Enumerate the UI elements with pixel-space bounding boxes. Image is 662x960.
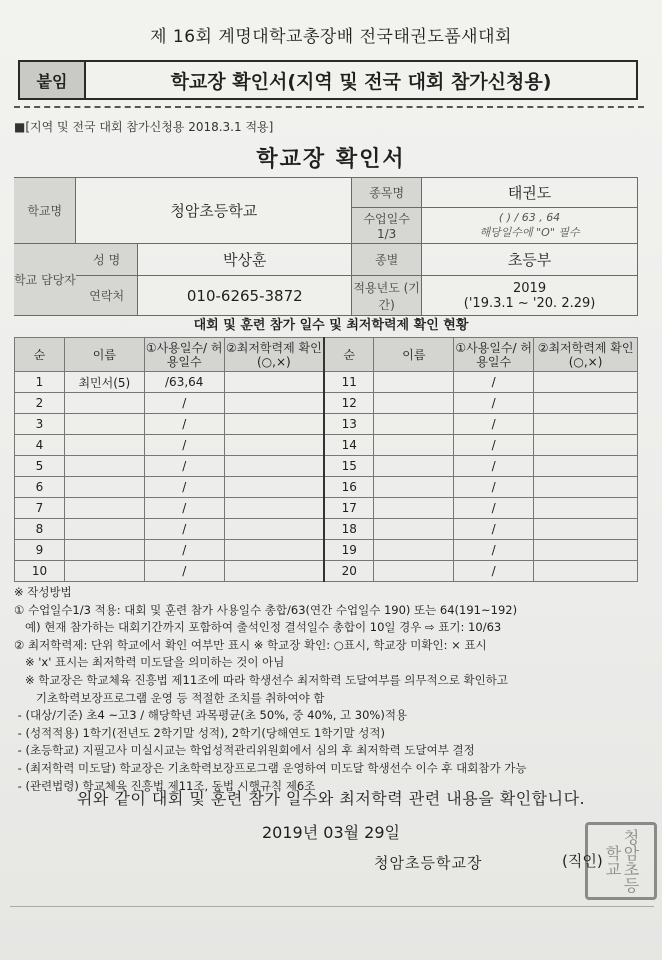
cell-no: 4: [15, 435, 65, 456]
days-hint: 해당일수에 "O" 필수: [479, 226, 580, 239]
instruction-line: 예) 현재 참가하는 대회기간까지 포함하여 출석인정 결석일수 총합이 10일 경우 ⇨ 표기: 10/63: [14, 620, 502, 635]
cell-check: [534, 561, 638, 582]
cell-days: /: [454, 372, 534, 393]
cell-days: /: [454, 498, 534, 519]
cell-days: /: [144, 519, 224, 540]
cell-check: [534, 498, 638, 519]
confirmation-text: 위와 같이 대회 및 훈련 참가 일수와 최저학력 관련 내용을 확인합니다.: [76, 789, 586, 808]
col-header-days: ①사용일수/ 허용일수: [144, 338, 224, 372]
days-label: 수업일수 1/3: [352, 208, 422, 244]
dashed-divider: [14, 106, 644, 108]
cell-name: [64, 561, 144, 582]
table-row: [15, 393, 638, 414]
cell-check: [224, 372, 324, 393]
cell-no: 16: [324, 477, 374, 498]
cell-check: [224, 519, 324, 540]
bottom-divider: [10, 906, 654, 907]
cell-name: [374, 498, 454, 519]
cell-no: 6: [15, 477, 65, 498]
year-value: 2019: [513, 280, 547, 296]
instruction-line: ※ 작성방법: [14, 585, 72, 599]
cell-days: /63,64: [144, 372, 224, 393]
cell-name: [64, 540, 144, 561]
cell-name: [64, 435, 144, 456]
cell-days: /: [454, 540, 534, 561]
cell-check: [224, 561, 324, 582]
info-table: [14, 177, 638, 316]
instruction-line: ※ 학교장은 학교체육 진흥법 제11조에 따라 학생선수 최저학력 도달여부를 의무적으로 확인하고: [14, 672, 508, 687]
cell-check: [224, 498, 324, 519]
cell-days: /: [144, 477, 224, 498]
instructions: [14, 584, 646, 795]
cell-days: /: [144, 498, 224, 519]
table-row: [15, 519, 638, 540]
cell-no: 9: [15, 540, 65, 561]
table-row: [15, 477, 638, 498]
cell-check: [534, 519, 638, 540]
cell-name: [64, 414, 144, 435]
instruction-line: - (대상/기준) 초4 ~고3 / 해당학년 과목평균(초 50%, 중 40%, 고 30%)적용: [14, 708, 408, 723]
header-title: 학교장 확인서(지역 및 전국 대회 참가신청용): [170, 70, 552, 93]
section-title: 대회 및 훈련 참가 일수 및 최저학력제 확인 현황: [193, 318, 469, 333]
cell-days: /: [144, 561, 224, 582]
cell-check: [224, 414, 324, 435]
cell-name: [374, 561, 454, 582]
cell-name: [374, 477, 454, 498]
cell-check: [534, 372, 638, 393]
cell-days: /: [454, 456, 534, 477]
cell-check: [224, 540, 324, 561]
cell-days: /: [454, 414, 534, 435]
col-header-no: 순: [324, 338, 374, 372]
cell-days: /: [454, 435, 534, 456]
cell-name: [374, 540, 454, 561]
contact-label: 연락처: [76, 276, 138, 316]
seal-label: (직인): [562, 852, 603, 870]
table-row: [15, 498, 638, 519]
cell-no: 13: [324, 414, 374, 435]
col-header-days: ①사용일수/ 허용일수: [454, 338, 534, 372]
col-header-no: 순: [15, 338, 65, 372]
cell-days: /: [454, 561, 534, 582]
cell-no: 11: [324, 372, 374, 393]
cell-no: 14: [324, 435, 374, 456]
cell-no: 10: [15, 561, 65, 582]
table-row: [15, 372, 638, 393]
participants-table: [14, 337, 638, 582]
applied-note: ■[지역 및 전국 대회 참가신청용 2018.3.1 적용]: [14, 120, 274, 134]
contact-value: 010-6265-3872: [138, 276, 352, 316]
cell-no: 1: [15, 372, 65, 393]
table-row: [15, 561, 638, 582]
cell-no: 15: [324, 456, 374, 477]
cell-name: [64, 498, 144, 519]
cell-check: [224, 435, 324, 456]
instruction-line: 기초학력보장프로그램 운영 등 적절한 조치를 취하여야 함: [14, 690, 325, 705]
cell-no: 5: [15, 456, 65, 477]
col-header-name: 이름: [64, 338, 144, 372]
cell-days: /: [454, 477, 534, 498]
cell-name: [374, 435, 454, 456]
days-value: ( ) / 63 , 64: [498, 211, 561, 224]
col-header-name: 이름: [374, 338, 454, 372]
cell-name: [374, 456, 454, 477]
cell-no: 19: [324, 540, 374, 561]
event-value: 태권도: [422, 178, 638, 208]
cell-check: [534, 393, 638, 414]
cell-name: [64, 519, 144, 540]
cell-check: [534, 414, 638, 435]
cell-name: 최민서(5): [64, 372, 144, 393]
days-cell: [422, 208, 638, 244]
cell-no: 8: [15, 519, 65, 540]
official-stamp: 청암초등학교: [585, 822, 657, 900]
cell-days: /: [454, 393, 534, 414]
cell-check: [534, 540, 638, 561]
col-header-check: ②최저학력제 확인(○,×): [534, 338, 638, 372]
cell-no: 3: [15, 414, 65, 435]
attachment-label: 붙임: [20, 62, 86, 98]
table-row: [15, 456, 638, 477]
instruction-line: ② 최저학력제: 단위 학교에서 확인 여부만 표시 ※ 학교장 확인: ○표시, 학교장 미확인: × 표시: [14, 637, 487, 652]
category-value: 초등부: [422, 244, 638, 276]
participants-body: [15, 372, 638, 582]
col-header-check: ②최저학력제 확인(○,×): [224, 338, 324, 372]
principal-name: 청암초등학교장: [374, 854, 483, 872]
cell-name: [374, 519, 454, 540]
year-label: 적용년도 (기간): [352, 276, 422, 316]
instruction-line: - (초등학교) 지필고사 미실시교는 학업성적관리위원회에서 심의 후 최저학력 도달여부 결정: [14, 743, 475, 758]
cell-no: 18: [324, 519, 374, 540]
cell-days: /: [144, 540, 224, 561]
header-bar: [18, 60, 638, 100]
instruction-line: ※ 'x' 표시는 최저학력 미도달을 의미하는 것이 아님: [14, 655, 285, 670]
cell-name: [374, 414, 454, 435]
cell-check: [224, 393, 324, 414]
document-date: 2019년 03월 29일: [262, 823, 400, 842]
cell-no: 7: [15, 498, 65, 519]
cell-days: /: [144, 456, 224, 477]
staff-label: 학교 담당자: [14, 244, 76, 316]
cell-no: 17: [324, 498, 374, 519]
category-label: 종별: [352, 244, 422, 276]
instruction-line: - (성적적용) 1학기(전년도 2학기말 성적), 2학기(당해연도 1학기말 성적): [14, 725, 385, 740]
instruction-line: - (관련법령) 학교체육 진흥법 제11조, 동법 시행규칙 제6조: [14, 778, 316, 793]
table-row: [15, 540, 638, 561]
table-row: [15, 414, 638, 435]
cell-no: 20: [324, 561, 374, 582]
cell-days: /: [454, 519, 534, 540]
name-value: 박상훈: [138, 244, 352, 276]
cell-no: 12: [324, 393, 374, 414]
cell-check: [224, 477, 324, 498]
cell-name: [64, 393, 144, 414]
document-title: 학교장 확인서: [256, 147, 406, 172]
cell-days: /: [144, 393, 224, 414]
cell-no: 2: [15, 393, 65, 414]
cell-check: [534, 435, 638, 456]
year-cell: [422, 276, 638, 316]
cell-days: /: [144, 435, 224, 456]
cell-name: [374, 393, 454, 414]
cell-check: [534, 477, 638, 498]
instruction-line: - (최저학력 미도달) 학교장은 기초학력보장프로그램 운영하여 미도달 학생선수 이수 후 대회참가 가능: [14, 760, 527, 775]
cell-days: /: [144, 414, 224, 435]
event-title: 제 16회 계명대학교총장배 전국태권도품새대회: [150, 27, 512, 47]
period-value: ('19.3.1 ~ '20. 2.29): [463, 295, 596, 311]
cell-name: [64, 456, 144, 477]
cell-name: [374, 372, 454, 393]
cell-name: [64, 477, 144, 498]
event-label: 종목명: [352, 178, 422, 208]
name-label: 성 명: [76, 244, 138, 276]
school-label: 학교명: [14, 178, 76, 244]
table-row: [15, 435, 638, 456]
cell-check: [534, 456, 638, 477]
cell-check: [224, 456, 324, 477]
school-name: 청암초등학교: [76, 178, 352, 244]
instruction-line: ① 수업일수1/3 적용: 대회 및 훈련 참가 사용일수 총합/63(연간 수업일수 190) 또는 64(191~192): [14, 602, 518, 617]
